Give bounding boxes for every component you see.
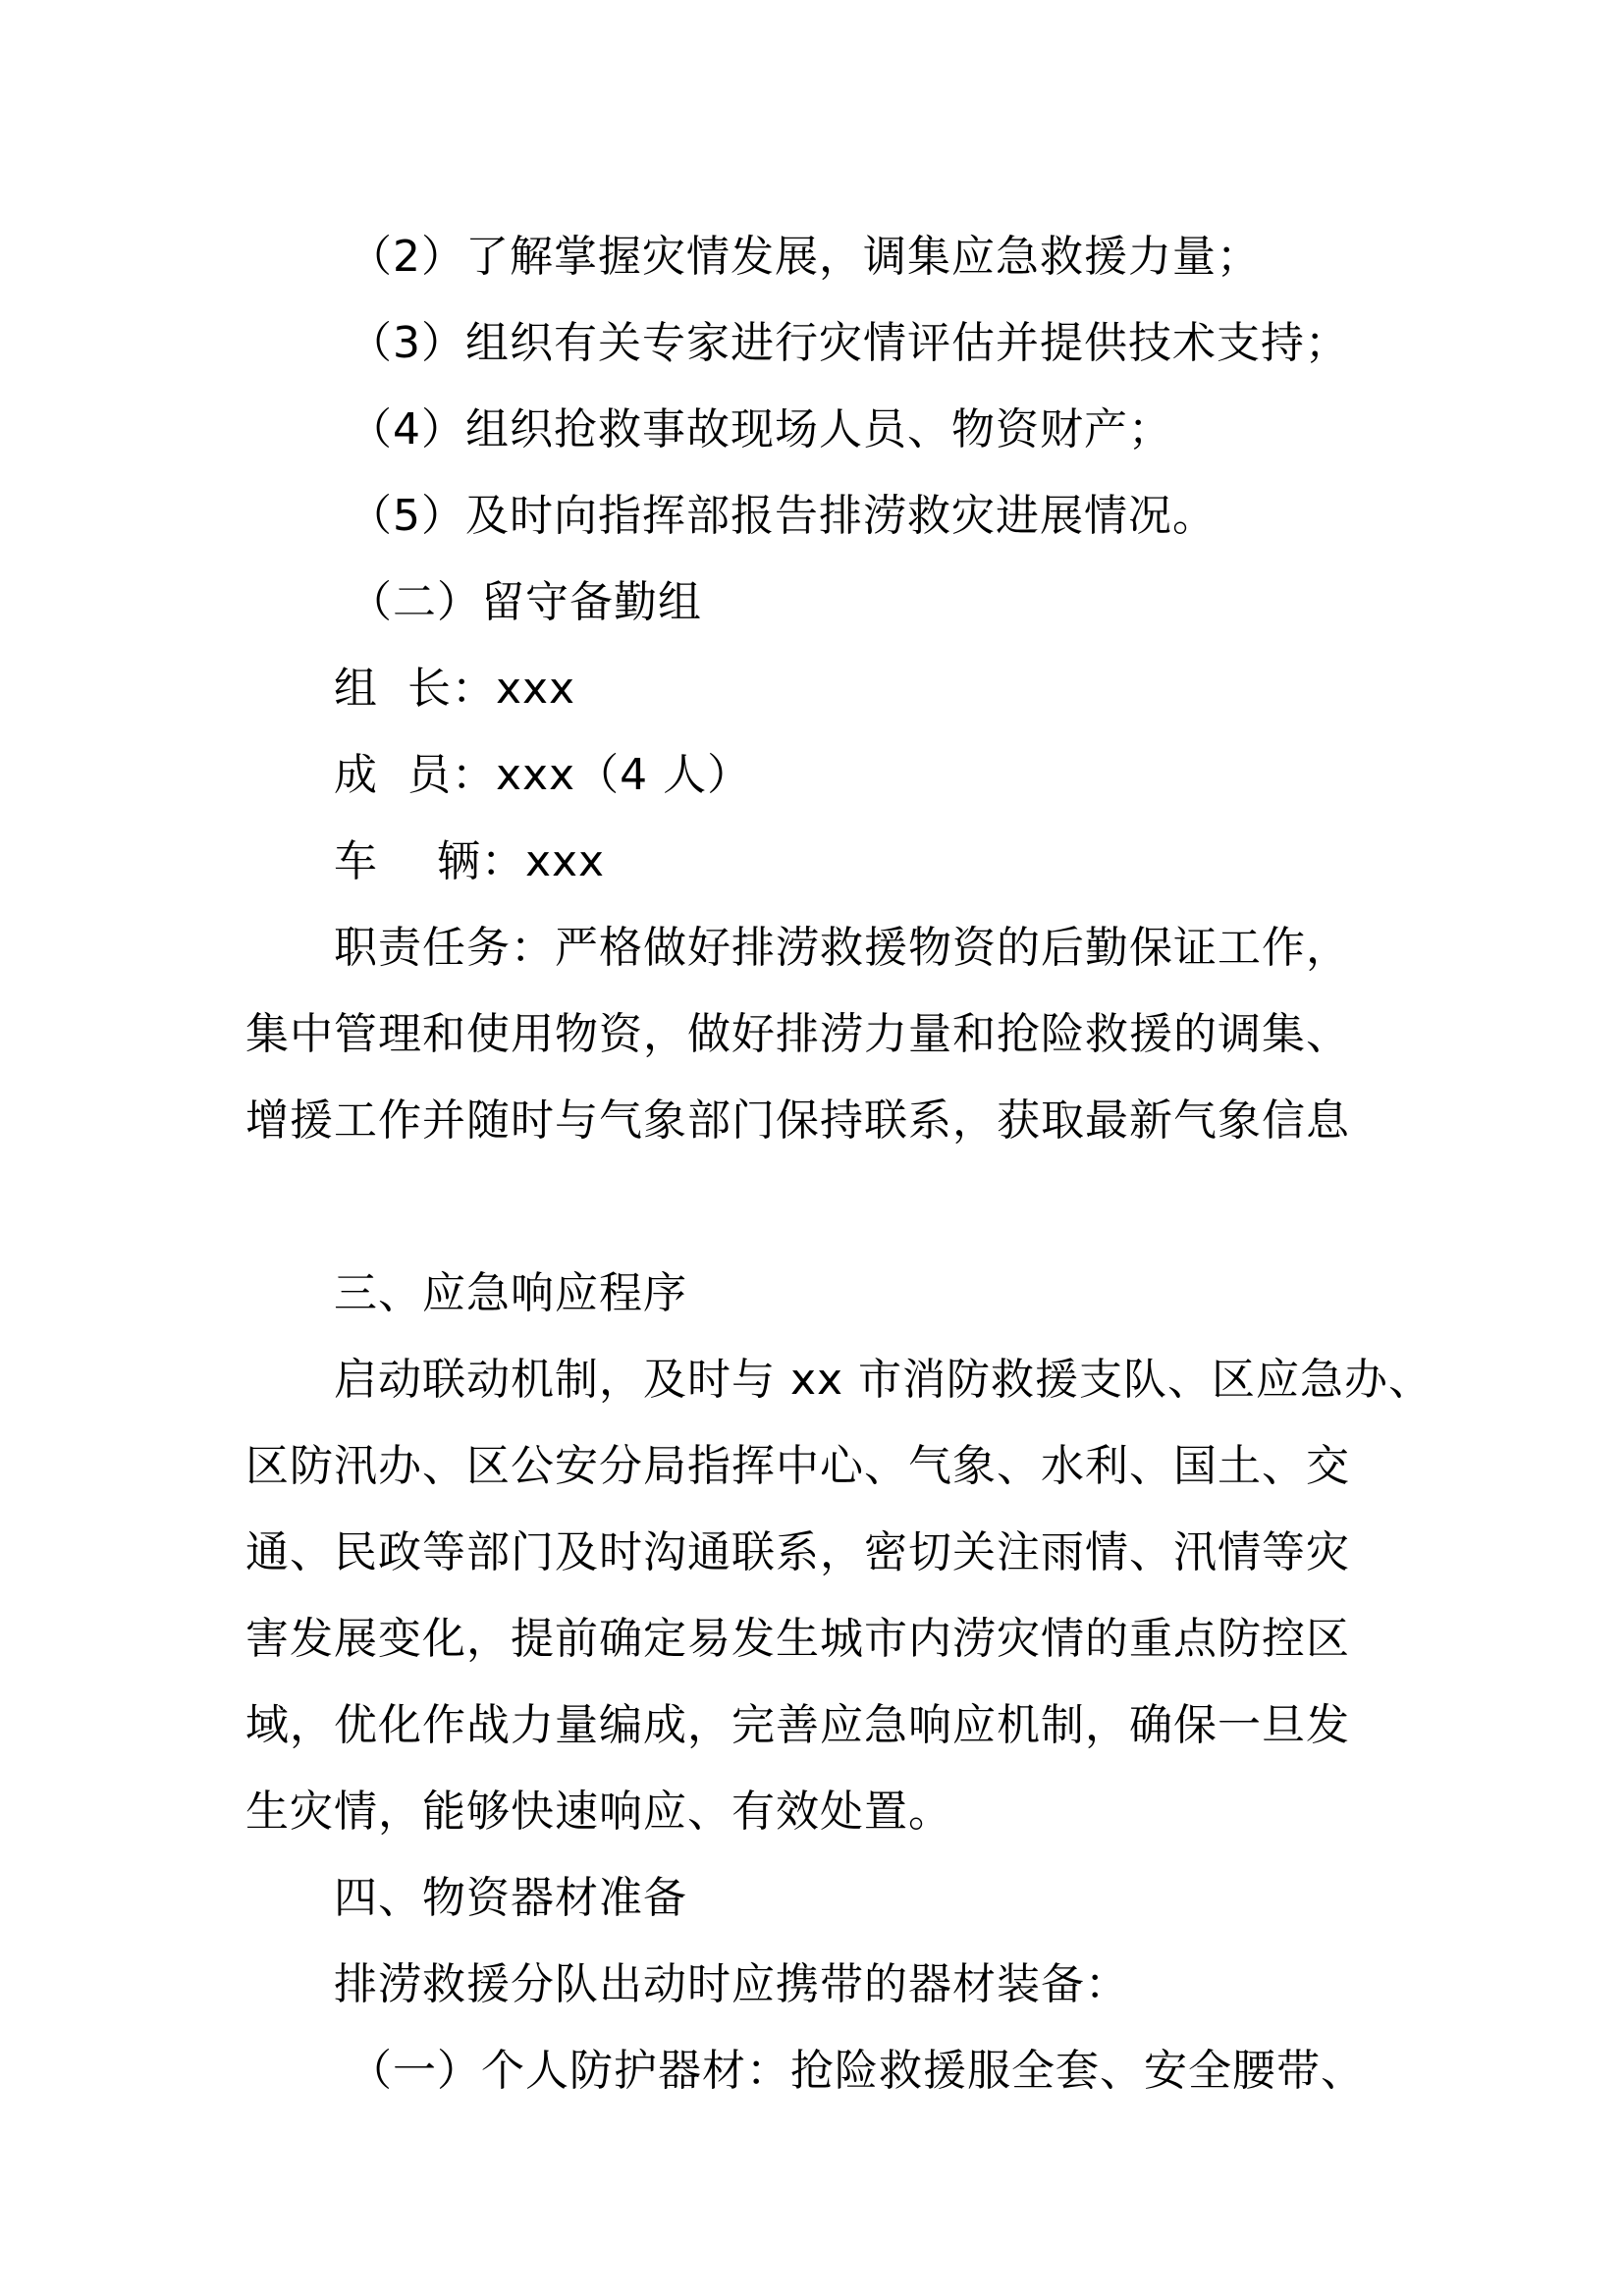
- response-paragraph-line: 区防汛办、区公安分局指挥中心、气象、水利、国土、交: [245, 1441, 1350, 1491]
- duties-paragraph-line: 增援工作并随时与气象部门保持联系，获取最新气象信息: [245, 1095, 1350, 1146]
- response-paragraph-line: 启动联动机制，及时与 xx 市消防救援支队、区应急办、: [334, 1355, 1434, 1405]
- vehicles-line: 车 辆：xxx: [334, 836, 606, 886]
- materials-intro-line: 排涝救援分队出动时应携带的器材装备：: [334, 1959, 1129, 2009]
- group-members-line: 成 员：xxx（4 人）: [334, 750, 752, 800]
- section-heading-emergency-response: 三、应急响应程序: [334, 1268, 687, 1318]
- duties-paragraph-line: 集中管理和使用物资，做好排涝力量和抢险救援的调集、: [245, 1009, 1350, 1059]
- response-paragraph-line: 域，优化作战力量编成，完善应急响应机制，确保一旦发: [245, 1700, 1350, 1750]
- response-paragraph-line: 生灾情，能够快速响应、有效处置。: [245, 1787, 952, 1837]
- list-item-2: （2）了解掌握灾情发展，调集应急救援力量；: [349, 232, 1261, 282]
- list-item-3: （3）组织有关专家进行灾情评估并提供技术支持；: [349, 318, 1349, 368]
- section-heading-materials: 四、物资器材准备: [334, 1873, 687, 1923]
- response-paragraph-line: 通、民政等部门及时沟通联系，密切关注雨情、汛情等灾: [245, 1527, 1350, 1577]
- response-paragraph-line: 害发展变化，提前确定易发生城市内涝灾情的重点防控区: [245, 1614, 1350, 1664]
- list-item-5: （5）及时向指挥部报告排涝救灾进展情况。: [349, 491, 1217, 541]
- group-leader-line: 组 长：xxx: [334, 664, 576, 714]
- duties-paragraph-line: 职责任务：严格做好排涝救援物资的后勤保证工作，: [334, 923, 1350, 973]
- list-item-4: （4）组织抢救事故现场人员、物资财产；: [349, 404, 1172, 454]
- section-heading-standby-group: （二）留守备勤组: [349, 577, 702, 627]
- personal-protection-line: （一）个人防护器材：抢险救援服全套、安全腰带、: [349, 2046, 1365, 2096]
